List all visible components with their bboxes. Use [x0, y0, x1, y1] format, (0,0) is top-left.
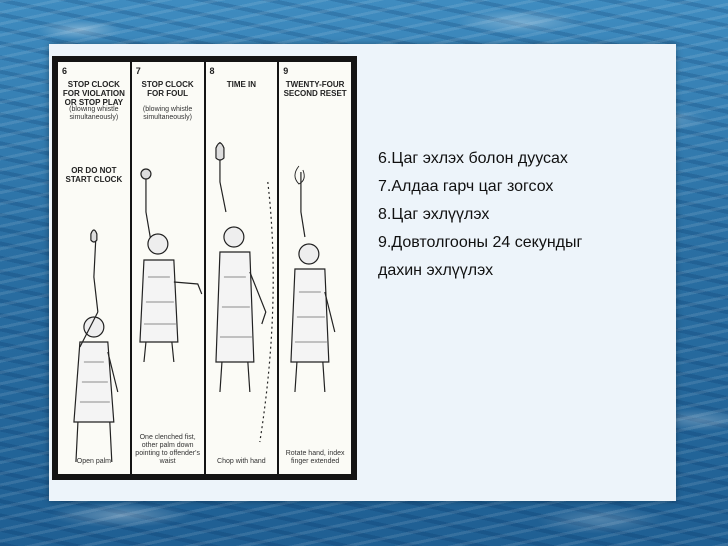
signal-title: STOP CLOCK FOR VIOLATION OR STOP PLAY — [62, 80, 125, 108]
signal-title: STOP CLOCK FOR FOUL — [141, 80, 194, 99]
signal-number: 9 — [283, 66, 289, 76]
signal-card-6 — [58, 62, 130, 474]
signal-card-7 — [132, 62, 204, 474]
referee-24-second-reset-figure — [279, 62, 351, 474]
signal-number: 8 — [209, 66, 215, 76]
referee-foul-figure — [132, 62, 204, 474]
signal-title: TWENTY-FOUR SECOND RESET — [283, 80, 347, 99]
description-line-7: 7.Алдаа гарч цаг зогсох — [378, 178, 554, 195]
description-line-9-cont: дахин эхлүүлэх — [378, 262, 494, 279]
signal-title: TIME IN — [226, 80, 257, 89]
signal-caption: Rotate hand, index finger extended — [285, 449, 345, 465]
signal-subtitle: (blowing whistle simultaneously) — [69, 106, 119, 122]
description-line-6: 6.Цаг эхлэх болон дуусах — [378, 150, 568, 167]
signal-caption: Open palm — [76, 457, 111, 465]
referee-open-palm-figure — [58, 62, 130, 474]
signal-caption: One clenched fist, other palm down pointing to offender's waist — [135, 433, 200, 465]
referee-time-in-figure — [206, 62, 278, 474]
signal-descriptions — [378, 145, 668, 285]
signal-number: 7 — [135, 66, 141, 76]
signal-number: 6 — [62, 66, 68, 76]
signal-extra: OR DO NOT START CLOCK — [65, 166, 123, 185]
description-line-8: 8.Цаг эхлүүлэх — [378, 206, 490, 223]
description-line-9: 9.Довтолгооны 24 секундыг — [378, 234, 583, 251]
signal-caption: Chop with hand — [217, 457, 266, 465]
signal-card-9 — [279, 62, 351, 474]
referee-signals-image — [52, 56, 357, 480]
signal-subtitle: (blowing whistle simultaneously) — [142, 106, 193, 122]
signal-card-8 — [206, 62, 278, 474]
